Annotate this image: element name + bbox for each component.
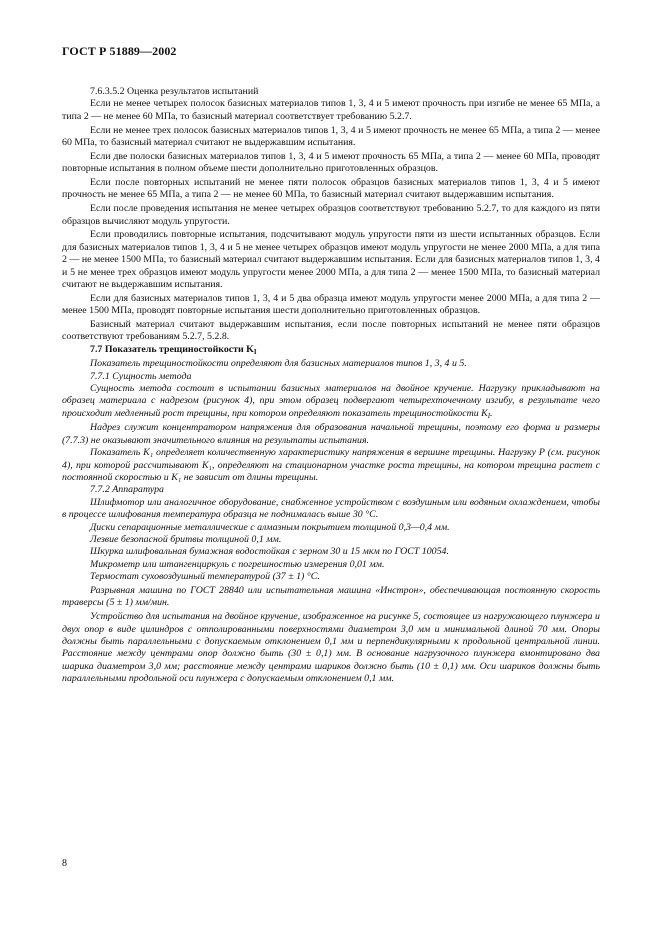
page-number: 8 bbox=[62, 858, 67, 869]
paragraph-subscript: I bbox=[487, 411, 491, 420]
paragraph: Шкурка шлифовальная бумажная водостойкая с зерном 30 и 15 мкм по ГОСТ 10054. bbox=[90, 546, 449, 558]
paragraph: Надрез служит концентратором напряжения для образования начальной трещины, поэтому его форма и размеры (7.7.3) не оказывают значительного влияния на результаты испытания. bbox=[62, 422, 600, 446]
paragraph: Базисный материал считают выдержавшим испытания, если после повторных испытаний не менее пяти образцов соответствуют требованиям 5.2.7, 5.2.8. bbox=[62, 319, 600, 343]
paragraph: Если не менее трех полосок базисных материалов типов 1, 3, 4 и 5 имеют прочность не менее 65 МПа, а типа 2 — менее 60 МПа, то базисный материал считают не выдержавшим испытания. bbox=[62, 124, 600, 149]
paragraph bbox=[62, 383, 600, 422]
document-header: ГОСТ Р 51889—2002 bbox=[62, 44, 177, 58]
paragraph: Если проводились повторные испытания, подсчитывают модуль упругости пяти из шести испытанных образцов. Если для базисных материалов типов 1, 3, 4 и 5 не менее четырех образцов имеют модуль упругости не менее 2000 МПа, а для типа 2 — не менее 1500 МПа, то базисный материал считают выдержавшим испытания. Если для базисных материалов типов 1, 3, 4 и 5 не менее трех образцов имеют модуль упругости менее 2000 МПа, а для типа 2 — менее 1500 МПа, то базисный материал считают не выдержавшим испытания. bbox=[62, 229, 600, 291]
section-heading-7-7-1: 7.7.1 Сущность метода bbox=[90, 370, 192, 382]
paragraph: Если после повторных испытаний не менее пяти полосок образцов базисных материалов типов 1, 3, 4 и 5 имеют прочность не менее 65 МПа, а типа 2 — не менее 60 МПа, то базисный материал считают выдержавшим испытания. bbox=[62, 177, 600, 201]
heading-text: 7.7 Показатель трещиностойкости K bbox=[90, 343, 254, 355]
paragraph: Показатель K₁ определяет количественную характеристику напряжения в вершине трещины. Нагрузку P (см. рисунок 4), при которой рассчитывают K₁, определяют на стационарном участке роста трещины, на котором трещина растет с постоянной скоростью и K₁ не зависит от длины трещины. bbox=[62, 447, 600, 483]
paragraph: Шлифмотор или аналогичное оборудование, снабженное устройством с воздушным или водяным охлаждением, чтобы в процессе шлифования температура образца не поднималась выше 30 °С. bbox=[62, 496, 600, 521]
paragraph: Разрывная машина по ГОСТ 28840 или испытательная машина «Инстрон», обеспечивающая постоянную скорость траверсы (5 ± 1) мм/мин. bbox=[62, 584, 600, 609]
paragraph: Термостат суховоздушный температурой (37 ± 1) °С. bbox=[90, 571, 320, 583]
paragraph-tail: . bbox=[490, 407, 493, 419]
paragraph: Если не менее четырех полосок базисных материалов типов 1, 3, 4 и 5 имеют прочность при изгибе не менее 65 МПа, а типа 2 — не менее 60 МПа, то базисный материал соответствует требованию 5.2.7. bbox=[62, 98, 600, 122]
document-body bbox=[62, 86, 600, 686]
paragraph: Если для базисных материалов типов 1, 3, 4 и 5 два образца имеют модуль упругости менее 2000 МПа, а для типа 2 — менее 1500 МПа, проводят повторные испытания шести дополнительно приготовленных образцов. bbox=[62, 292, 600, 317]
section-heading-7-6-3-5-2: 7.6.3.5.2 Оценка результатов испытаний bbox=[90, 86, 259, 97]
paragraph: Диски сепарационные металлические с алмазным покрытием толщиной 0,3—0,4 мм. bbox=[90, 521, 450, 533]
paragraph: Показатель трещиностойкости определяют для базисных материалов типов 1, 3, 4 и 5. bbox=[90, 358, 467, 370]
paragraph-text: Сущность метода состоит в испытании базисных материалов на двойное кручение. Нагрузку прикладывают на образец материала с надрезом (рисунок 4), при этом образец подвергают четырехточечному изгибу, в результате чего происходит медленный рост трещины, при котором определяют показатель трещиностойкости K bbox=[62, 383, 600, 419]
section-heading-7-7 bbox=[62, 344, 600, 358]
heading-subscript: I bbox=[253, 347, 257, 356]
document-page bbox=[62, 44, 600, 686]
paragraph: Устройство для испытания на двойное кручение, изображенное на рисунке 5, состоящее из нагружающего плунжера и двух опор в виде цилиндров с отполированными поверхностями диаметром 3,0 мм и минимальной длиной 70 мм. Опоры должны быть параллельными с допускаемым отклонением 0,1 мм и перпендикулярными к продольной центральной линии. Расстояние между центрами опор должно быть (30 ± 0,1) мм. В основание нагрузочного плунжера вмонтировано два шарика диаметром 3,0 мм; расстояние между центрами шариков должно быть (10 ± 0,1) мм. Оси шариков должны быть параллельными продольной оси плунжера с допускаемым отклонением 0,1 мм. bbox=[62, 611, 600, 685]
paragraph: Лезвие безопасной бритвы толщиной 0,1 мм. bbox=[90, 533, 282, 545]
paragraph: Если после проведения испытания не менее четырех образцов соответствуют требованию 5.2.7, то для каждого из пяти образцов вычисляют модуль упругости. bbox=[62, 203, 600, 227]
paragraph: Если две полоски базисных материалов типов 1, 3, 4 и 5 имеют прочность 65 МПа, а типа 2 — менее 60 МПа, проводят повторные испытания в полном объеме шести дополнительно приготовленных образцов. bbox=[62, 150, 600, 175]
paragraph: Микрометр или штангенциркуль с погрешностью измерения 0,01 мм. bbox=[90, 558, 385, 570]
section-heading-7-7-2: 7.7.2 Аппаратура bbox=[90, 484, 164, 496]
